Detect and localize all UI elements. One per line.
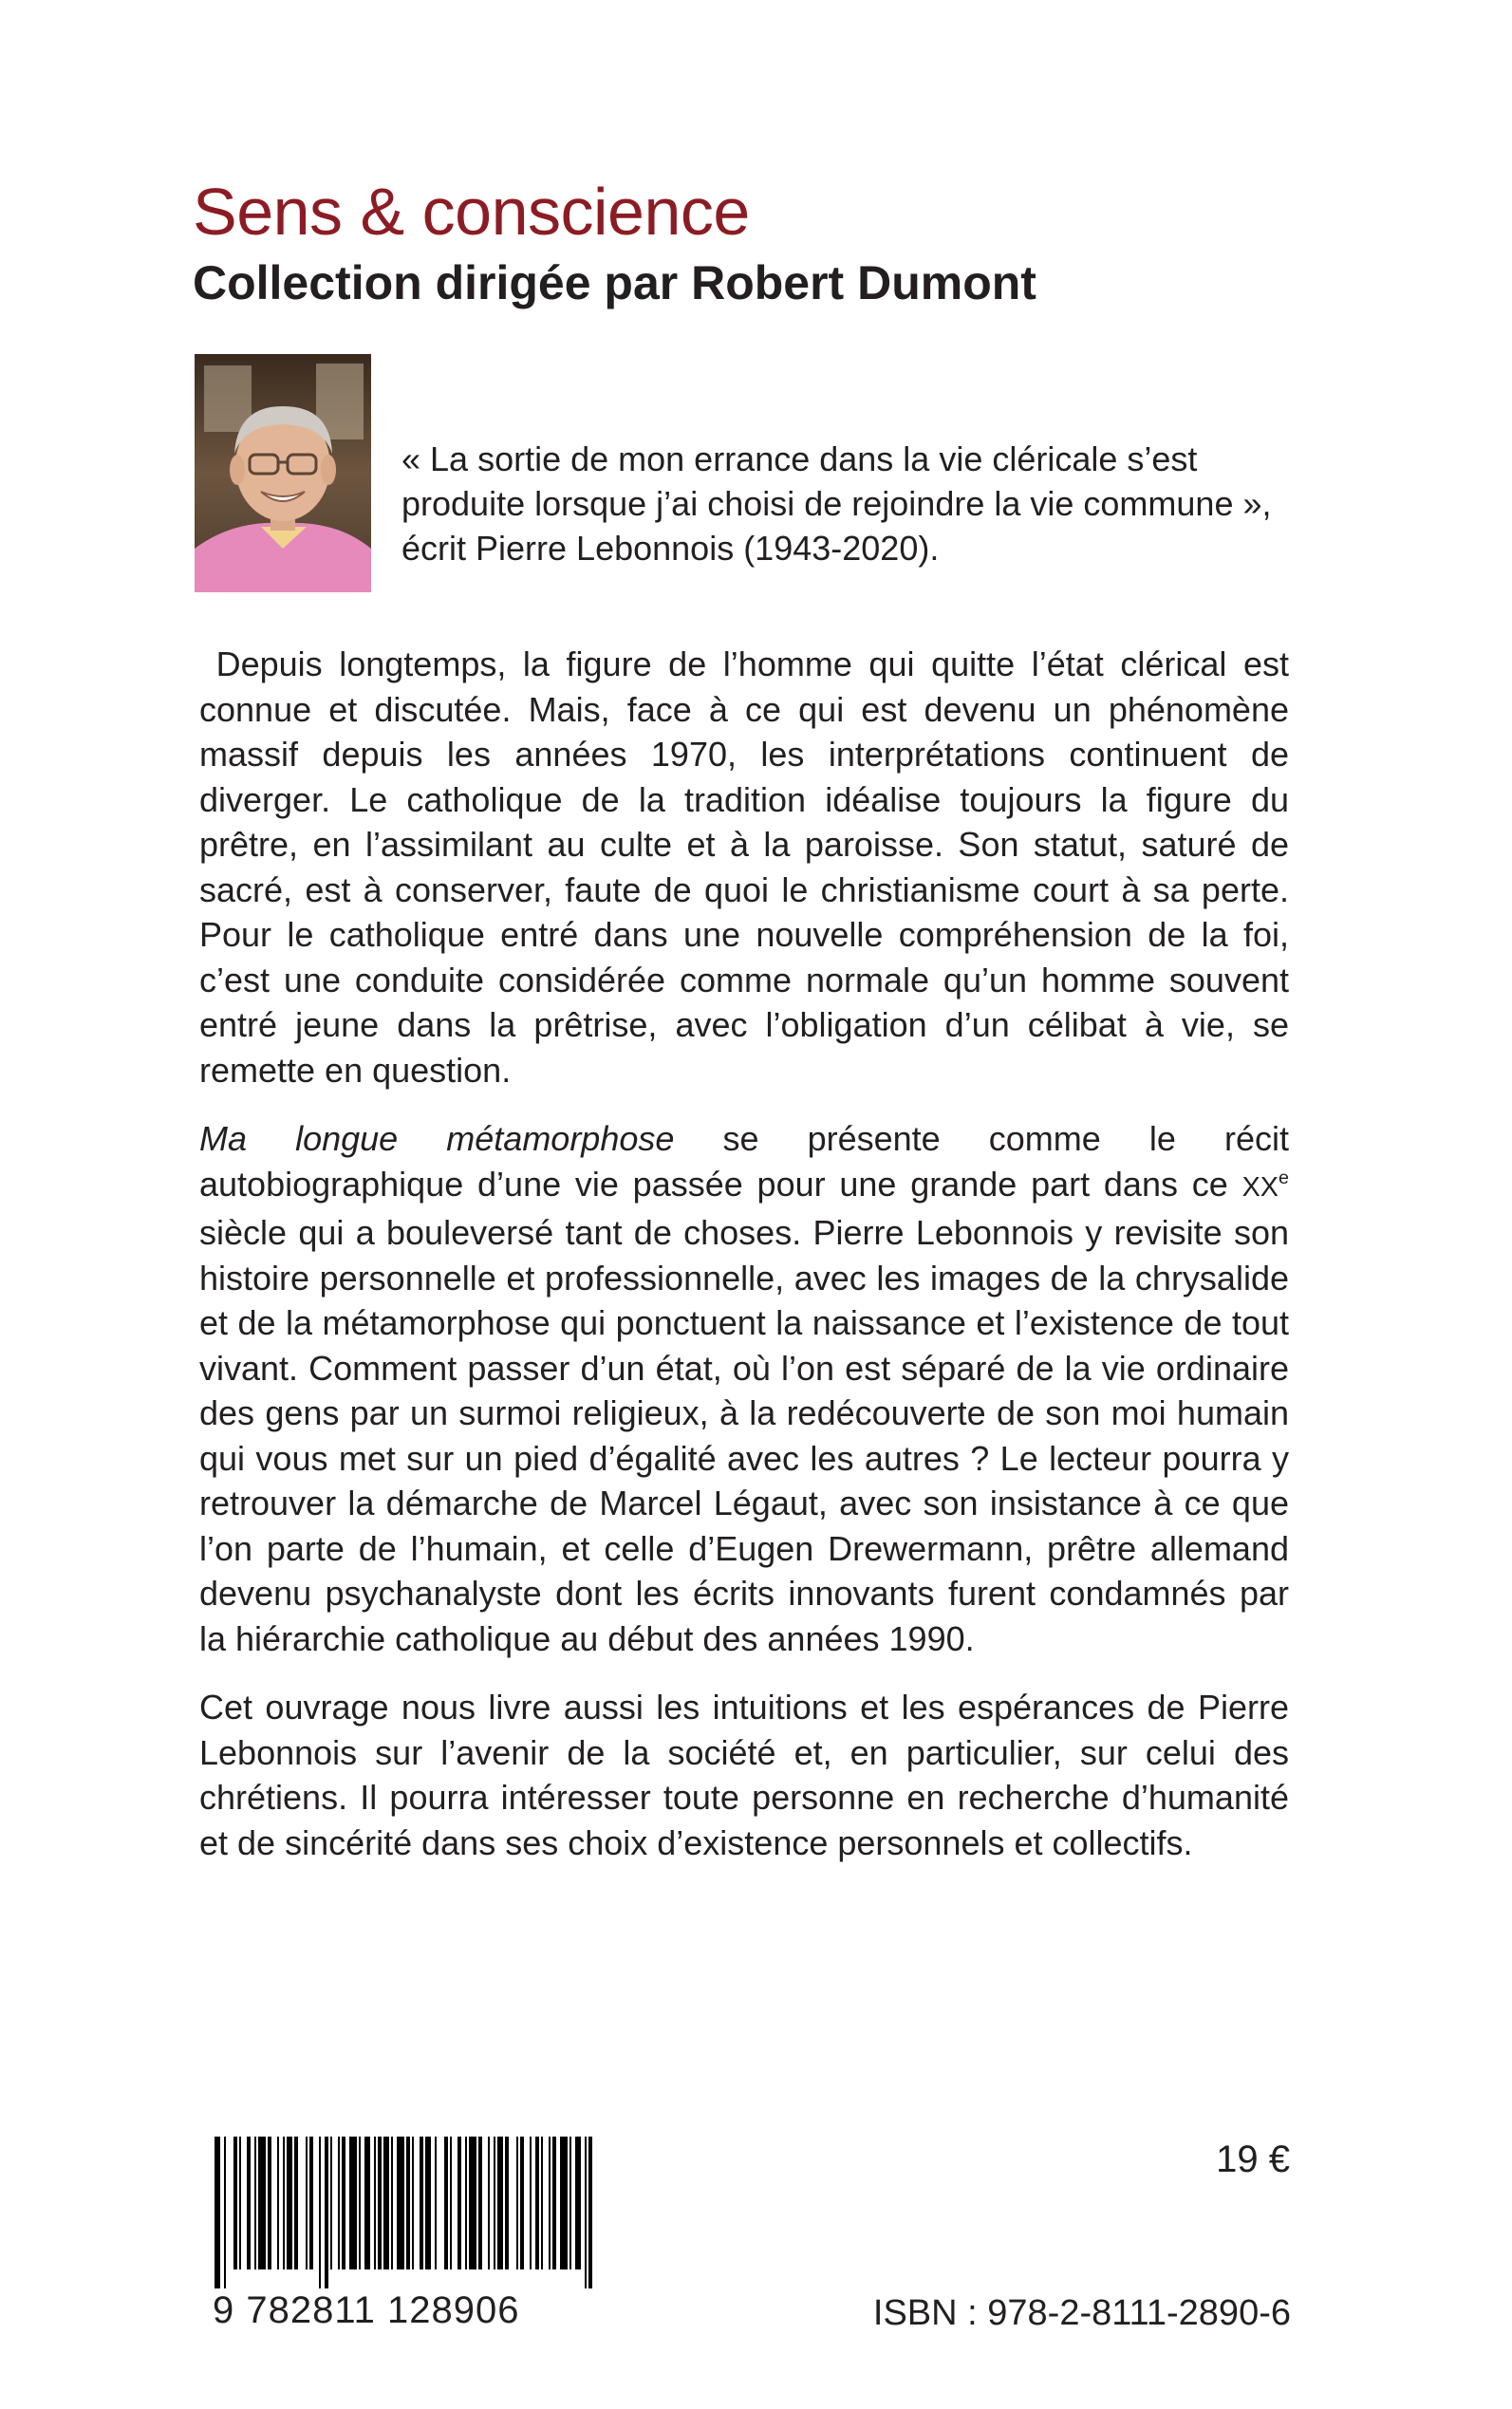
barcode-bar [378, 2137, 382, 2269]
barcode-bar [530, 2137, 532, 2269]
barcode-bar [465, 2137, 467, 2269]
barcode-bar [239, 2137, 241, 2269]
barcode-bar [585, 2137, 587, 2288]
barcode-bar [469, 2137, 476, 2269]
barcode-bar [215, 2137, 220, 2288]
barcode-bar [569, 2137, 571, 2269]
blurb-text [199, 642, 1289, 1889]
blurb-paragraph-2-part-a: se présente comme le récit autobiographique d’une vie passée pour une grande part dans ce [199, 1119, 1289, 1204]
blurb-paragraph-2 [199, 1116, 1289, 1661]
blurb-paragraph-1-text: Depuis longtemps, la figure de l’homme qui quitte l’état clérical est connue et discutée. Mais, face à ce qui est devenu un phénomène massif depuis les années 1970, les interprétations continuent de diverger. Le catholique de la tradition idéalise toujours la figure du prêtre, en l’assimilant au culte et à la paroisse. Son statut, saturé de sacré, est à conserver, faute de quoi le christianisme court à sa perte. Pour le catholique entré dans une nouvelle compréhension de la foi, c’est une conduite considérée comme normale qu’un homme souvent entré jeune dans la prêtrise, avec l’obligation d’un célibat à vie, se remette en question. [199, 644, 1289, 1090]
barcode-bar [549, 2137, 551, 2269]
book-title: Ma longue métamorphose [199, 1119, 675, 1158]
barcode-bar [224, 2137, 226, 2288]
barcode-bar [494, 2137, 495, 2269]
barcode-bar [283, 2137, 285, 2269]
barcode-bar [575, 2137, 581, 2269]
barcode-bar [342, 2137, 345, 2269]
author-quote: « La sortie de mon errance dans la vie cléricale s’est produite lorsque j’ai choisi de rejoindre la vie commune », écrit Pierre Lebonnois (1943-2020). [401, 439, 1272, 568]
barcode-bar [406, 2137, 410, 2269]
barcode-bar [505, 2137, 509, 2269]
isbn: ISBN : 978-2-8111-2890-6 [872, 2293, 1291, 2333]
barcode-bar [588, 2137, 592, 2288]
barcode-bar [541, 2137, 543, 2269]
barcode-bar [254, 2137, 256, 2269]
century-numeral: XX [1241, 1171, 1279, 1203]
barcode-bar [457, 2137, 461, 2269]
blurb-paragraph-3: Cet ouvrage nous livre aussi les intuitions et les espérances de Pierre Lebonnois sur l’avenir de la société et, en particulier, sur celui des chrétiens. Il pourra intéresser toute personne en recherche d’humanité et de sincérité dans ses choix d’existence personnels et collectifs. [199, 1688, 1289, 1862]
collection-name: Sens & conscience [193, 175, 750, 249]
barcode-bar [391, 2137, 393, 2269]
barcode-digits: 9 782811 128906 [213, 2289, 520, 2331]
collection-director: Collection dirigée par Robert Dumont [193, 256, 1036, 309]
barcode-bar [397, 2137, 404, 2269]
barcode-bar [435, 2137, 437, 2269]
barcode-bar [349, 2137, 357, 2269]
barcode-bar [450, 2137, 452, 2269]
barcode-bar [497, 2137, 503, 2269]
barcode-bar [330, 2137, 332, 2269]
author-photo [195, 354, 371, 592]
price: 19 € [1216, 2138, 1290, 2180]
barcode-bar [364, 2137, 370, 2269]
barcode-bar [488, 2137, 490, 2269]
barcode-bar [420, 2137, 423, 2269]
barcode-bar [383, 2137, 389, 2269]
century-superscript: e [1278, 1167, 1289, 1188]
barcode-bar [516, 2137, 518, 2269]
barcode-bar [319, 2137, 321, 2288]
barcode-bar [268, 2137, 271, 2269]
barcode-bar [520, 2137, 524, 2269]
barcode-bar [560, 2137, 568, 2269]
barcode-bar [233, 2137, 237, 2269]
barcode-bar [412, 2137, 414, 2269]
barcode-bar [325, 2137, 328, 2288]
barcode [215, 2137, 594, 2288]
blurb-paragraph-1 [199, 642, 1289, 1092]
barcode-bar [294, 2137, 298, 2269]
barcode-bar [444, 2137, 448, 2269]
barcode-bar [309, 2137, 313, 2269]
barcode-bar [425, 2137, 431, 2269]
blurb-paragraph-2-part-b: siècle qui a bouleversé tant de choses. Pierre Lebonnois y revisite son histoire personnelle et professionnelle, avec les images de la chrysalide et de la métamorphose qui ponctuent la naissance et l’existence de tout vivant. Comment passer d’un état, où l’on est séparé de la vie ordinaire des gens par un surmoi religieux, à la redécouverte de son moi humain qui vous met sur un pied d’égalité avec les autres ? Le lecteur pourra y retrouver la démarche de Marcel Légaut, avec son insistance à ce que l’on parte de l’humain, et celle d’Eugen Drewermann, prêtre allemand devenu psychanalyste dont les écrits innovants furent condamnés par la hiérarchie catholique au début des années 1990. [199, 1213, 1289, 1658]
barcode-bar [552, 2137, 556, 2269]
barcode-bar [374, 2137, 376, 2269]
barcode-bar [306, 2137, 308, 2269]
barcode-bar [258, 2137, 266, 2269]
barcode-bar [535, 2137, 539, 2269]
barcode-bar [287, 2137, 292, 2269]
barcode-bar [247, 2137, 251, 2269]
barcode-bar [277, 2137, 279, 2269]
barcode-bar [359, 2137, 361, 2269]
barcode-bar [338, 2137, 340, 2269]
barcode-bar [478, 2137, 482, 2269]
